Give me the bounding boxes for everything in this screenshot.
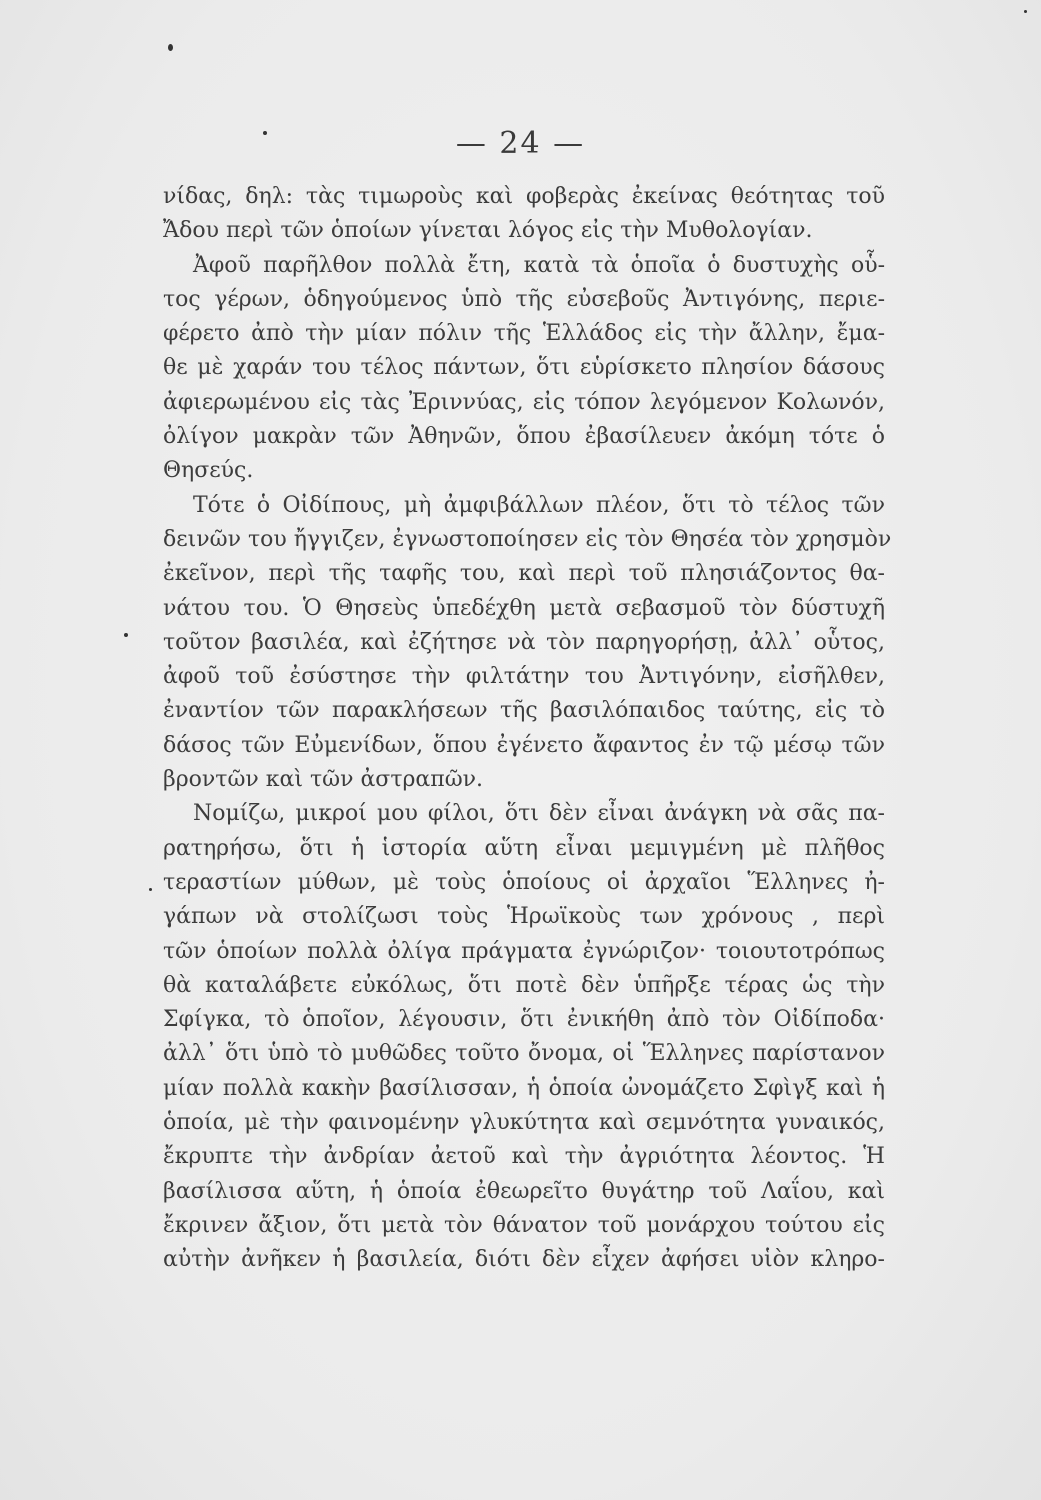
text-line: ἀφιερωμένου εἰς τὰς Ἐριννύας, εἰς τόπον λεγόμενον Κολωνόν, <box>163 389 885 415</box>
text-line: ἔκρυπτε τὴν ἀνδρίαν ἀετοῦ καὶ τὴν ἀγριότητα λέοντος. Ἡ <box>163 1144 885 1170</box>
text-line: ἐναντίον τῶν παρακλήσεων τῆς βασιλόπαιδος ταύτης, εἰς τὸ <box>163 698 885 724</box>
ink-speck <box>124 633 128 637</box>
text-line: τῶν ὁποίων πολλὰ ὀλίγα πράγματα ἐγνώριζον· τοιουτοτρόπως <box>163 938 885 964</box>
text-line: μίαν πολλὰ κακὴν βασίλισσαν, ἡ ὁποία ὠνομάζετο Σφὶγξ καὶ ἡ <box>163 1075 885 1101</box>
text-line: θε μὲ χαράν του τέλος πάντων, ὅτι εὑρίσκετο πλησίον δάσους <box>163 355 885 381</box>
text-line: ἐκεῖνον, περὶ τῆς ταφῆς του, καὶ περὶ τοῦ πλησιάζοντος θα- <box>163 561 885 587</box>
text-line: ἀλλ᾽ ὅτι ὑπὸ τὸ μυθῶδες τοῦτο ὄνομα, οἱ Ἕλληνες παρίστανον <box>163 1041 885 1067</box>
text-line: αὐτὴν ἀνῆκεν ἡ βασιλεία, διότι δὲν εἶχεν ἀφήσει υἱὸν κληρο- <box>163 1247 885 1273</box>
ink-speck <box>168 44 173 51</box>
ink-speck <box>149 888 152 891</box>
text-line: βασίλισσα αὕτη, ἡ ὁποία ἐθεωρεῖτο θυγάτηρ τοῦ Λαΐου, καὶ <box>163 1178 885 1204</box>
body-text <box>163 180 892 1278</box>
text-line: θὰ καταλάβετε εὐκόλως, ὅτι ποτὲ δὲν ὑπῆρξε τέρας ὡς τὴν <box>163 972 885 998</box>
text-line: τος γέρων, ὁδηγούμενος ὑπὸ τῆς εὐσεβοῦς Ἀντιγόνης, περιε- <box>163 286 885 312</box>
text-line: Ἀφοῦ παρῆλθον πολλὰ ἔτη, κατὰ τὰ ὁποῖα ὁ δυστυχὴς οὗ- <box>193 252 885 278</box>
text-line: βροντῶν καὶ τῶν ἀστραπῶν. <box>163 767 484 793</box>
text-line: ἀφοῦ τοῦ ἐσύστησε τὴν φιλτάτην του Ἀντιγόνην, εἰσῆλθεν, <box>163 664 885 690</box>
text-line: δάσος τῶν Εὐμενίδων, ὅπου ἐγένετο ἄφαντος ἐν τῷ μέσῳ τῶν <box>163 732 885 758</box>
text-line: τεραστίων μύθων, μὲ τοὺς ὁποίους οἱ ἀρχαῖοι Ἕλληνες ἠ- <box>163 869 885 895</box>
text-line: ὀλίγον μακρὰν τῶν Ἀθηνῶν, ὅπου ἐβασίλευεν ἀκόμη τότε ὁ <box>163 424 885 450</box>
text-line: γάπων νὰ στολίζωσι τοὺς Ἡρωϊκοὺς των χρόνους , περὶ <box>163 904 885 930</box>
text-line: Θησεύς. <box>163 458 254 484</box>
text-line: τοῦτον βασιλέα, καὶ ἐζήτησε νὰ τὸν παρηγορήσῃ, ἀλλ᾽ οὗτος, <box>163 629 885 655</box>
page-number-header: — 24 — <box>455 126 586 161</box>
text-line: ἔκρινεν ἄξιον, ὅτι μετὰ τὸν θάνατον τοῦ μονάρχου τούτου εἰς <box>163 1212 885 1238</box>
text-line: ρατηρήσω, ὅτι ἡ ἱστορία αὕτη εἶναι μεμιγμένη μὲ πλῆθος <box>163 835 885 861</box>
text-line: Ἄδου περὶ τῶν ὁποίων γίνεται λόγος εἰς τὴν Μυθολογίαν. <box>163 218 813 244</box>
ink-speck <box>1024 10 1027 13</box>
text-line: ὁποία, μὲ τὴν φαινομένην γλυκύτητα καὶ σεμνότητα γυναικός, <box>163 1110 885 1136</box>
text-line: νίδας, δηλ: τὰς τιμωροὺς καὶ φοβερὰς ἐκείνας θεότητας τοῦ <box>163 184 885 209</box>
text-line: Σφίγκα, τὸ ὁποῖον, λέγουσιν, ὅτι ἐνικήθη ἀπὸ τὸν Οἰδίποδα· <box>163 1007 885 1033</box>
text-line: Τότε ὁ Οἰδίπους, μὴ ἀμφιβάλλων πλέον, ὅτι τὸ τέλος τῶν <box>193 492 885 518</box>
text-line: φέρετο ἀπὸ τὴν μίαν πόλιν τῆς Ἑλλάδος εἰς τὴν ἄλλην, ἔμα- <box>163 321 885 347</box>
text-line: Νομίζω, μικροί μου φίλοι, ὅτι δὲν εἶναι ἀνάγκη νὰ σᾶς πα- <box>193 801 885 827</box>
text-line: δεινῶν του ἤγγιζεν, ἐγνωστοποίησεν εἰς τὸν Θησέα τὸν χρησμὸν <box>163 526 892 552</box>
text-line: νάτου του. Ὁ Θησεὺς ὑπεδέχθη μετὰ σεβασμοῦ τὸν δύστυχῆ <box>163 595 885 621</box>
